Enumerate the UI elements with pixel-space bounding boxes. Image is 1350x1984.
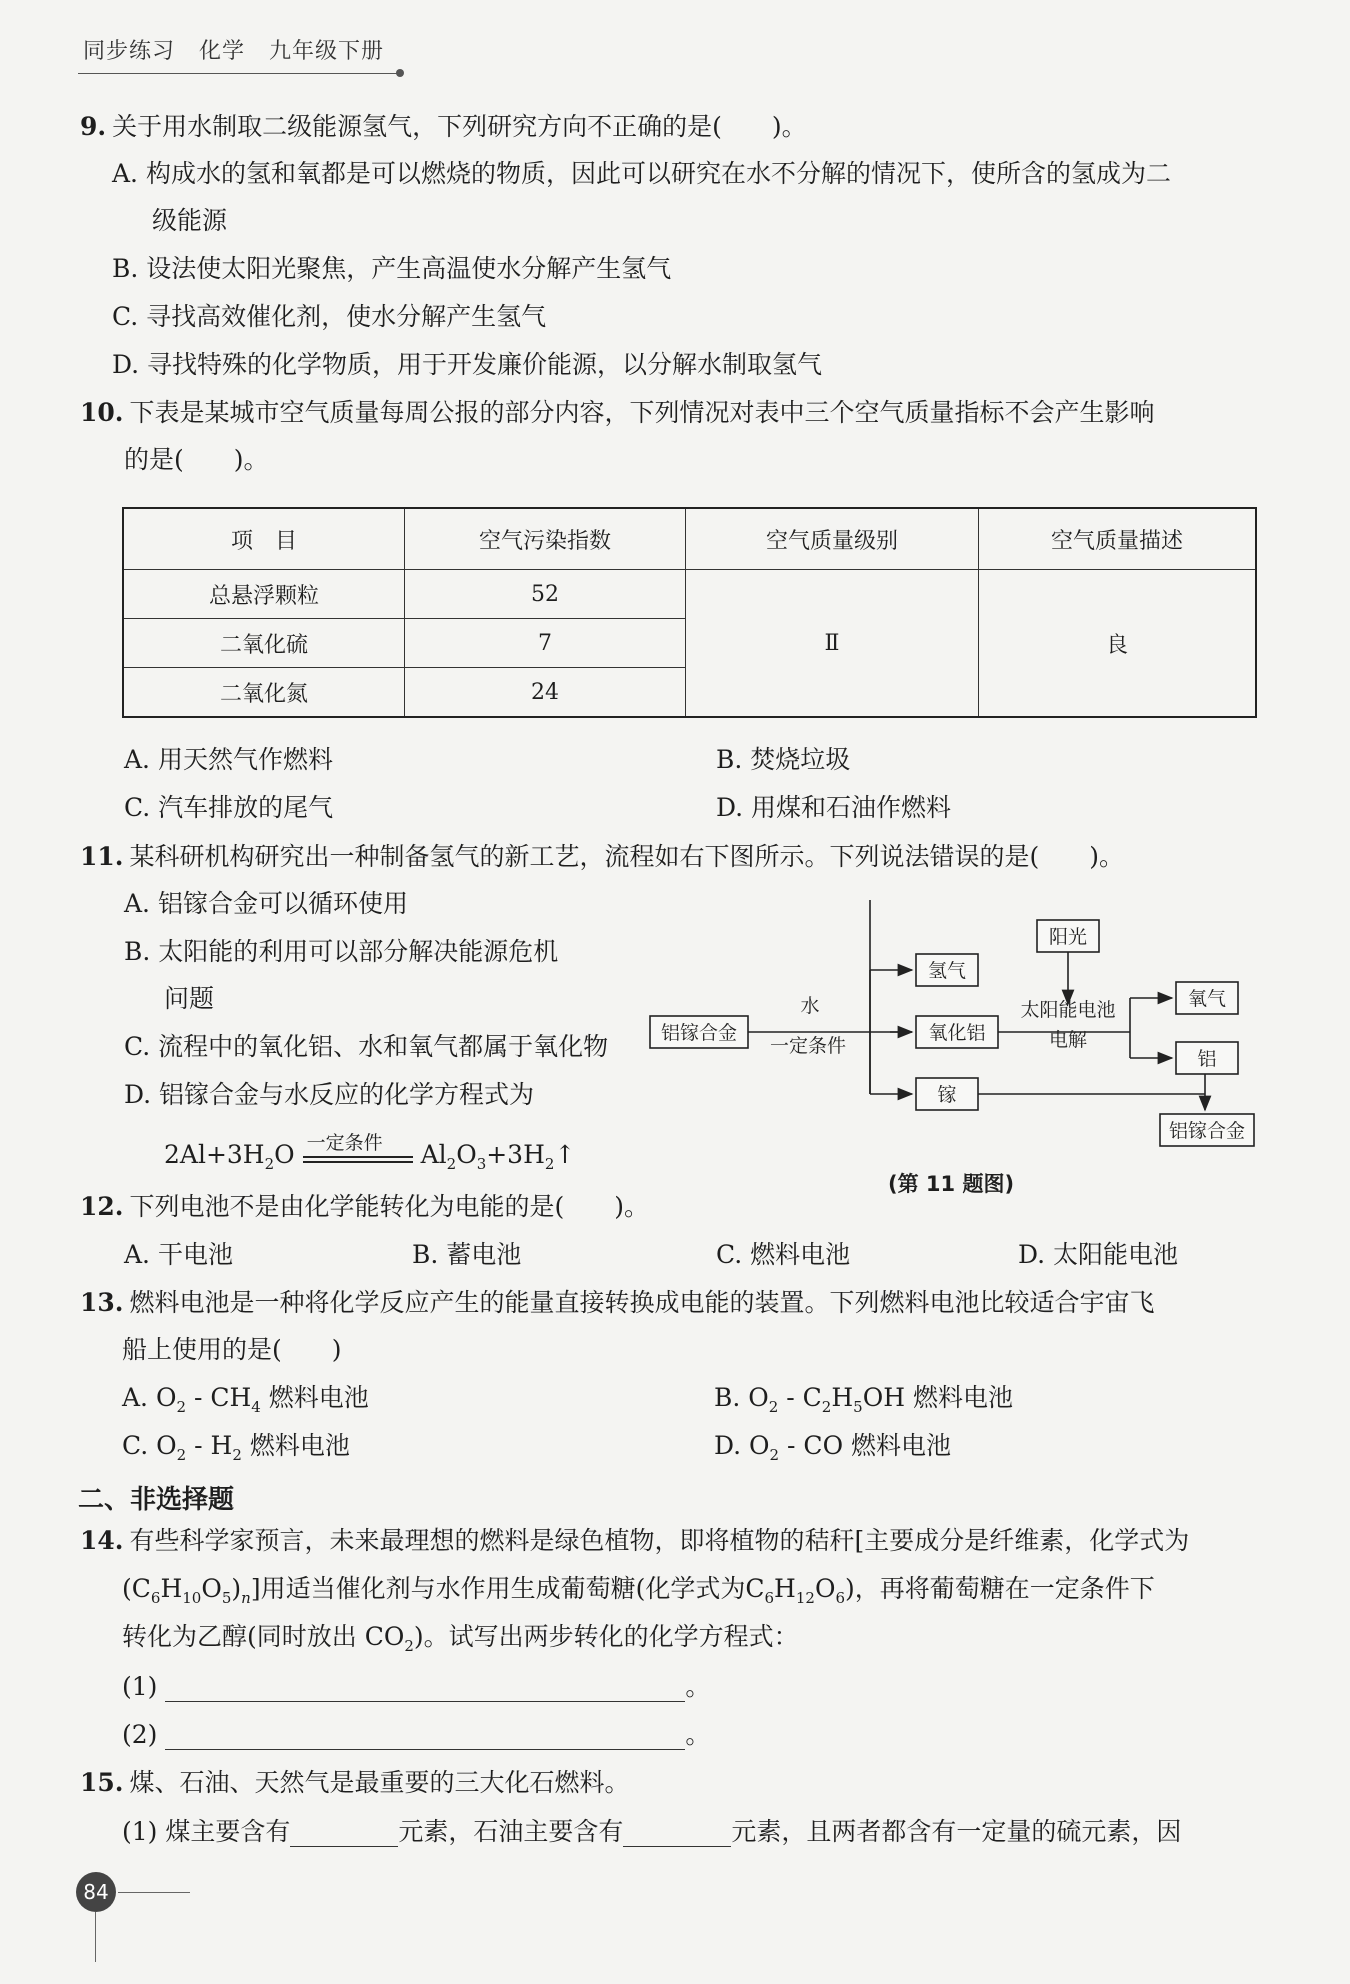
q9-text: 关于用水制取二级能源氢气，下列研究方向不正确的是( )。 bbox=[112, 112, 807, 141]
q10-text: 下表是某城市空气质量每周公报的部分内容，下列情况对表中三个空气质量指标不会产生影响 bbox=[129, 398, 1155, 427]
o2-label: 氧气 bbox=[1187, 988, 1227, 1010]
q14-stem bbox=[80, 1526, 1189, 1556]
table-row bbox=[123, 570, 1256, 619]
q14-stem-line2: $(C_6H_{10}O_5)_n$]用适当催化剂与水作用生成葡萄糖(化学式为$C_6H_{12}O_6$)，再将葡萄糖在一定条件下 bbox=[122, 1574, 1155, 1607]
answer-blank[interactable] bbox=[290, 1820, 398, 1847]
q11-option-b-cont: 问题 bbox=[164, 984, 215, 1013]
q11-stem bbox=[80, 842, 1124, 872]
table-cell-level: Ⅱ bbox=[686, 570, 979, 718]
answer-blank[interactable] bbox=[165, 1723, 685, 1750]
q14-blank-1: (1) 。 bbox=[122, 1672, 711, 1701]
q12-number: 12. bbox=[80, 1192, 124, 1221]
table-cell: 二氧化氮 bbox=[123, 668, 405, 718]
page-number-rule-vertical bbox=[95, 1912, 96, 1962]
table-header: 空气质量级别 bbox=[686, 508, 979, 570]
q11-option-b: B. 太阳能的利用可以部分解决能源危机 bbox=[124, 937, 559, 966]
table-header: 空气污染指数 bbox=[405, 508, 686, 570]
answer-blank[interactable] bbox=[623, 1820, 731, 1847]
h2-label: 氢气 bbox=[927, 960, 967, 982]
eq-left: 2Al+3H bbox=[164, 1140, 265, 1169]
q10-option-a: A. 用天然气作燃料 bbox=[124, 745, 333, 774]
q9-option-d: D. 寻找特殊的化学物质，用于开发廉价能源，以分解水制取氢气 bbox=[112, 350, 823, 379]
table-cell: 52 bbox=[405, 570, 686, 619]
q12-stem bbox=[80, 1192, 649, 1222]
header-rule-dot bbox=[396, 69, 404, 77]
q11-number: 11. bbox=[80, 842, 124, 871]
q14-p2-label: (2) bbox=[122, 1720, 158, 1749]
water-label: 水 bbox=[800, 995, 820, 1017]
table-cell-desc: 良 bbox=[979, 570, 1257, 718]
q15-text: 煤、石油、天然气是最重要的三大化石燃料。 bbox=[129, 1768, 630, 1797]
al2o3-label: 氧化铝 bbox=[928, 1022, 986, 1044]
running-header bbox=[83, 34, 400, 65]
q15-part1: (1) 煤主要含有 元素，石油主要含有 元素，且两者都含有一定量的硫元素，因 bbox=[122, 1817, 1182, 1846]
q10-stem-cont: 的是( )。 bbox=[124, 445, 269, 474]
al-label: 铝 bbox=[1197, 1048, 1217, 1070]
air-quality-table bbox=[122, 507, 1257, 718]
q12-option-d: D. 太阳能电池 bbox=[1018, 1240, 1179, 1269]
q15-stem bbox=[80, 1768, 630, 1798]
q14-stem-line3: 转化为乙醇(同时放出 $CO_2$)。试写出两步转化的化学方程式： bbox=[122, 1622, 799, 1655]
book-title: 同步练习 bbox=[83, 39, 176, 64]
process-flow-diagram bbox=[640, 900, 1280, 1180]
eq-line-bottom bbox=[303, 1161, 413, 1163]
subject: 化学 bbox=[199, 39, 246, 64]
page-number-rule bbox=[118, 1892, 190, 1893]
q9-option-a: A. 构成水的氢和氧都是可以燃烧的物质，因此可以研究在水不分解的情况下，使所含的氢成为二 bbox=[112, 159, 1171, 188]
q14-p1-label: (1) bbox=[122, 1672, 158, 1701]
eq-line-top bbox=[303, 1156, 413, 1158]
q11-text: 某科研机构研究出一种制备氢气的新工艺，流程如右下图所示。下列说法错误的是( )。 bbox=[129, 842, 1125, 871]
q13-stem bbox=[80, 1288, 1155, 1318]
table-cell: 二氧化硫 bbox=[123, 619, 405, 668]
table-header: 项 目 bbox=[123, 508, 405, 570]
q9-option-b: B. 设法使太阳光聚焦，产生高温使水分解产生氢气 bbox=[112, 254, 672, 283]
q14-number: 14. bbox=[80, 1526, 124, 1555]
q13-option-d: D. $O_2$ - CO 燃料电池 bbox=[714, 1431, 952, 1464]
eq-arrow bbox=[303, 1131, 413, 1172]
section-heading: 二、非选择题 bbox=[78, 1485, 235, 1515]
q10-option-c: C. 汽车排放的尾气 bbox=[124, 793, 334, 822]
table-cell: 7 bbox=[405, 619, 686, 668]
table-cell: 24 bbox=[405, 668, 686, 718]
q10-option-b: B. 焚烧垃圾 bbox=[716, 745, 851, 774]
q12-option-c: C. 燃料电池 bbox=[716, 1240, 851, 1269]
q13-option-b: B. $O_2 - C_2H_5OH$ 燃料电池 bbox=[714, 1383, 1013, 1416]
alloy-label: 铝镓合金 bbox=[660, 1022, 738, 1044]
table-header-row bbox=[123, 508, 1256, 570]
q14-text: 有些科学家预言，未来最理想的燃料是绿色植物，即将植物的秸秆[主要成分是纤维素，化学式为 bbox=[129, 1526, 1190, 1555]
q13-option-c: C. $O_2 - H_2$ 燃料电池 bbox=[122, 1431, 350, 1464]
battery-label: 太阳能电池 bbox=[1020, 999, 1116, 1021]
ga-label: 镓 bbox=[937, 1084, 957, 1106]
q12-option-a: A. 干电池 bbox=[124, 1240, 233, 1269]
q10-number: 10. bbox=[80, 398, 124, 427]
q10-option-d: D. 用煤和石油作燃料 bbox=[716, 793, 952, 822]
q10-stem bbox=[80, 398, 1155, 428]
answer-blank[interactable] bbox=[165, 1675, 685, 1702]
electrolysis-label: 电解 bbox=[1048, 1029, 1088, 1051]
q11-option-a: A. 铝镓合金可以循环使用 bbox=[124, 889, 408, 918]
q13-stem-cont: 船上使用的是( ) bbox=[122, 1335, 342, 1364]
q14-blank-2: (2) 。 bbox=[122, 1720, 711, 1749]
q12-option-b: B. 蓄电池 bbox=[412, 1240, 522, 1269]
header-rule bbox=[78, 73, 398, 74]
q13-number: 13. bbox=[80, 1288, 124, 1317]
table-cell: 总悬浮颗粒 bbox=[123, 570, 405, 619]
sun-label: 阳光 bbox=[1048, 926, 1088, 948]
eq-condition: 一定条件 bbox=[306, 1131, 383, 1154]
alloy2-label: 铝镓合金 bbox=[1168, 1120, 1246, 1142]
page-number: 84 bbox=[76, 1872, 116, 1912]
q11-option-c: C. 流程中的氧化铝、水和氧气都属于氧化物 bbox=[124, 1032, 609, 1061]
grade: 九年级下册 bbox=[269, 39, 385, 64]
figure-caption: (第 11 题图) bbox=[888, 1172, 1015, 1196]
table-header: 空气质量描述 bbox=[979, 508, 1257, 570]
q11-equation: $2Al+3H_2O$ 一定条件 $Al_2O_3+3H_2↑$ bbox=[164, 1140, 575, 1179]
eq-left-sub: 2 bbox=[264, 1155, 275, 1173]
q11-option-d: D. 铝镓合金与水反应的化学方程式为 bbox=[124, 1080, 535, 1109]
q9-stem bbox=[80, 112, 807, 142]
q9-option-a-cont: 级能源 bbox=[152, 206, 228, 235]
q13-text: 燃料电池是一种将化学反应产生的能量直接转换成电能的装置。下列燃料电池比较适合宇宙飞 bbox=[129, 1288, 1155, 1317]
q15-number: 15. bbox=[80, 1768, 124, 1797]
q9-number: 9. bbox=[80, 112, 107, 141]
eq-right: Al bbox=[420, 1140, 447, 1169]
q12-text: 下列电池不是由化学能转化为电能的是( )。 bbox=[129, 1192, 650, 1221]
q13-option-a: A. $O_2 - CH_4$ 燃料电池 bbox=[122, 1383, 369, 1416]
q9-option-c: C. 寻找高效催化剂，使水分解产生氢气 bbox=[112, 302, 547, 331]
condition-label: 一定条件 bbox=[769, 1035, 847, 1057]
